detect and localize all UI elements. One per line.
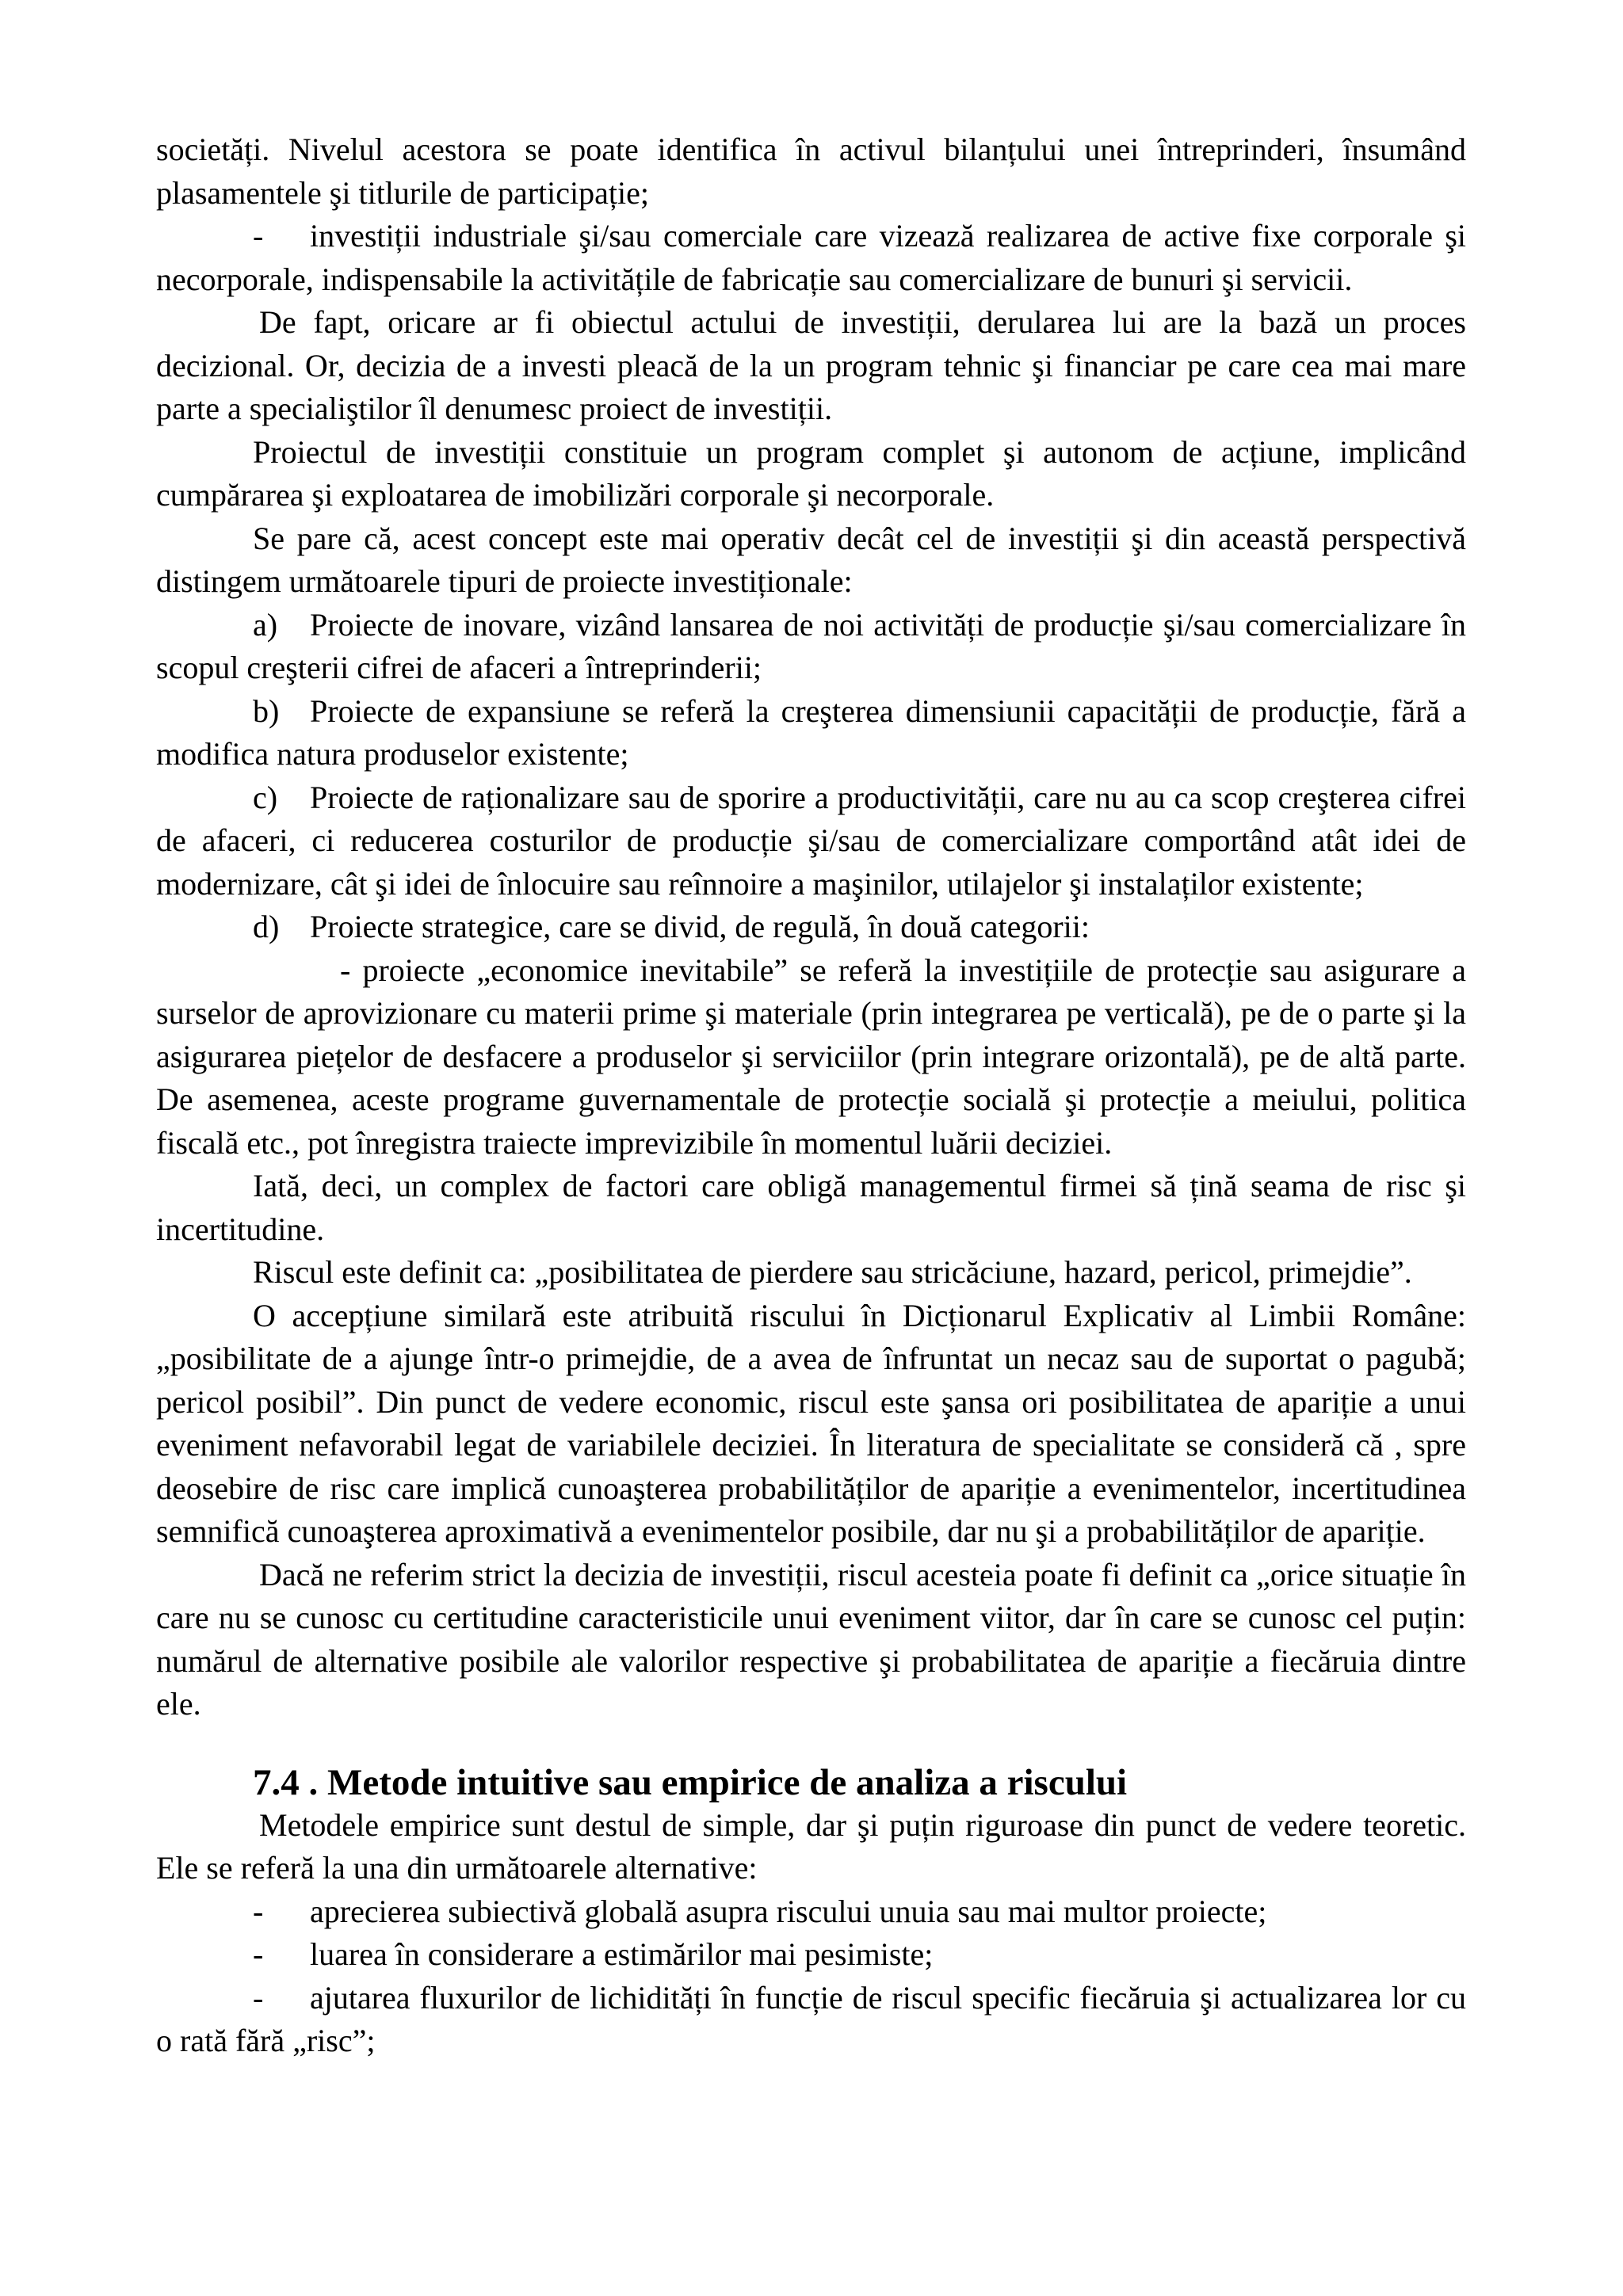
bullet-paragraph: - investiții industriale şi/sau comerciale care vizează realizarea de active fixe corporale şi necorporale, indispensabile la activitățile de fabricație sau comercializare de bunuri şi servicii. — [156, 215, 1466, 301]
paragraph: Iată, deci, un complex de factori care obligă managementul firmei să țină seama de risc şi incertitudine. — [156, 1168, 1466, 1247]
list-item-b: b) Proiecte de expansiune se referă la creşterea dimensiunii capacității de producție, fără a modifica natura produselor existente; — [156, 690, 1466, 776]
paragraph: O accepțiune similară este atribuită riscului în Dicționarul Explicativ al Limbii Române: „posibilitate de a ajunge într-o primejdie, de a avea de înfruntat un necaz sau de suportat o pagubă; pericol posibil”. Din punct de vedere economic, riscul este şansa ori posibilitatea de apariție a unui eveniment nefavorabil legat de variabilele deciziei. În literatura de specialitate se consideră că , spre deosebire de risc care implică cunoaşterea probabilităților de apariție a evenimentelor, incertitudinea semnifică cunoaşterea aproximativă a evenimentelor posibile, dar nu şi a probabilităților de apariție. — [156, 1297, 1466, 1549]
paragraph: Dacă ne referim strict la decizia de investiții, riscul acesteia poate fi definit ca „orice situație în care nu se cunosc cu certitudine caracteristicile unui eveniment viitor, dar în care se cunosc cel puțin: numărul de alternative posibile ale valorilor respective şi probabilitatea de apariție a fiecăruia dintre ele. — [156, 1556, 1466, 1722]
paragraph: Proiectul de investiții constituie un program complet şi autonom de acțiune, implicând cumpărarea şi exploatarea de imobilizări corporale şi necorporale. — [156, 433, 1466, 513]
list-item-d: d) Proiecte strategice, care se divid, de regulă, în două categorii: — [156, 906, 1466, 949]
list-marker: b) — [253, 692, 280, 729]
paragraph: Se pare că, acest concept este mai operativ decât cel de investiții şi din această perspectivă distingem următoarele tipuri de proiecte investiționale: — [156, 520, 1466, 599]
paragraph: Riscul este definit ca: „posibilitatea de pierdere sau stricăciune, hazard, pericol, primejdie”. — [253, 1254, 1412, 1290]
paragraph: Metodele empirice sunt destul de simple, dar şi puțin riguroase din punct de vedere teoretic. Ele se referă la una din următoarele alternative: — [156, 1806, 1466, 1886]
list-item-a: a) Proiecte de inovare, vizând lansarea de noi activități de producție şi/sau comercializare în scopul creşterii cifrei de afaceri a întreprinderii; — [156, 604, 1466, 690]
list-marker: - — [253, 1893, 264, 1929]
bullet-paragraph: - luarea în considerare a estimărilor mai pesimiste; — [156, 1933, 1466, 1977]
list-marker: c) — [253, 779, 278, 815]
paragraph: societăți. Nivelul acestora se poate identifica în activul bilanțului unei întreprinderi, însumând plasamentele şi titlurile de participație; — [156, 132, 1466, 211]
list-marker: - — [253, 1936, 264, 1972]
list-marker: a) — [253, 606, 278, 643]
bullet-paragraph: - ajutarea fluxurilor de lichidități în funcție de riscul specific fiecăruia şi actualizarea lor cu o rată fără „risc”; — [156, 1977, 1466, 2063]
document-body — [156, 128, 1466, 2063]
list-marker: d) — [253, 909, 280, 944]
paragraph: De fapt, oricare ar fi obiectul actului de investiții, derularea lui are la bază un proces decizional. Or, decizia de a investi pleacă de la un program tehnic şi financiar pe care cea mai mare parte a specialiştilor îl denumesc proiect de investiții. — [156, 304, 1466, 426]
section-heading: 7.4 . Metode intuitive sau empirice de analiza a riscului — [253, 1761, 1128, 1803]
paragraph: - proiecte „economice inevitabile” se referă la investițiile de protecție sau asigurare a surselor de aprovizionare cu materii prime şi materiale (prin integrarea pe verticală), pe de o parte şi la asigurarea piețelor de desfacere a produselor şi serviciilor (prin integrare orizontală), pe de altă parte. De asemenea, aceste programe guvernamentale de protecție socială şi protecție a meiului, politica fiscală etc., pot înregistra traiecte imprevizibile în momentul luării deciziei. — [156, 952, 1466, 1161]
bullet-paragraph: - aprecierea subiectivă globală asupra riscului unuia sau mai multor proiecte; — [156, 1890, 1466, 1934]
list-item-c: c) Proiecte de raționalizare sau de sporire a productivității, care nu au ca scop creşterea cifrei de afaceri, ci reducerea costurilor de producție şi/sau de comercializare comportând atât idei de modernizare, cât şi idei de înlocuire sau reînnoire a maşinilor, utilajelor şi instalaților existente; — [156, 776, 1466, 906]
list-marker: - — [253, 1979, 264, 2016]
list-marker: - — [253, 218, 264, 254]
